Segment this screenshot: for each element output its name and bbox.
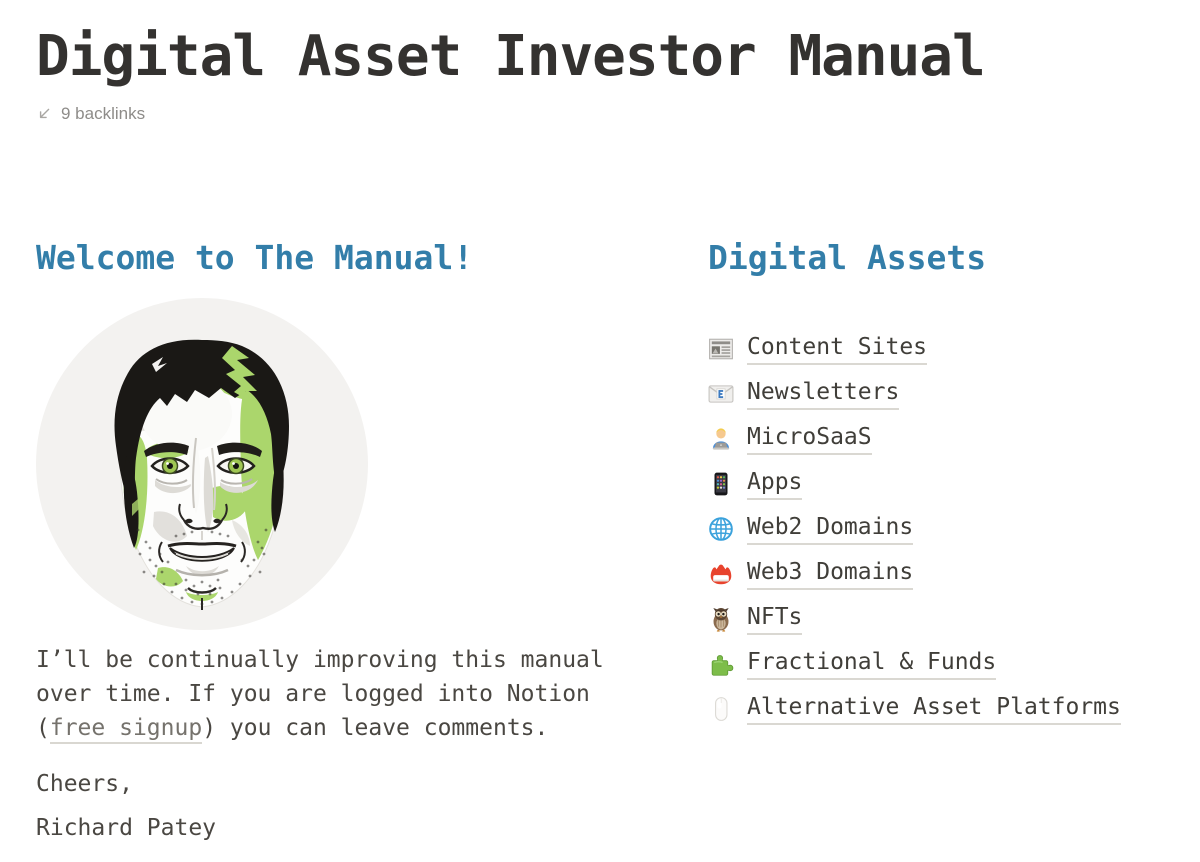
link-web2-domains[interactable]: Web2 Domains — [747, 513, 913, 545]
list-item — [708, 559, 1164, 589]
link-nfts[interactable]: NFTs — [747, 603, 802, 635]
globe-icon — [708, 516, 734, 542]
link-alternative-asset-platforms[interactable]: Alternative Asset Platforms — [747, 693, 1121, 725]
list-item — [708, 379, 1164, 409]
list-item — [708, 694, 1164, 724]
puzzle-icon — [708, 651, 734, 677]
signoff-author: Richard Patey — [36, 814, 217, 841]
intro-text-after: ) you can leave comments. — [202, 714, 549, 741]
email-icon — [708, 381, 734, 407]
link-microsaas[interactable]: MicroSaaS — [747, 423, 872, 455]
welcome-column — [36, 236, 636, 845]
signoff-cheers: Cheers, — [36, 770, 133, 797]
link-newsletters[interactable]: Newsletters — [747, 378, 899, 410]
link-content-sites[interactable]: Content Sites — [747, 333, 927, 365]
list-item — [708, 424, 1164, 454]
name-badge-icon — [708, 561, 734, 587]
digital-assets-list — [708, 334, 1164, 724]
backlink-arrow-icon — [36, 106, 52, 122]
mobile-phone-icon — [708, 471, 734, 497]
two-column-layout — [36, 236, 1164, 845]
newspaper-icon — [708, 336, 734, 362]
list-item — [708, 604, 1164, 634]
computer-mouse-icon — [708, 696, 734, 722]
intro-text-before: I’ll be continually improving this manual over time. If you are logged into Notion ( — [36, 646, 604, 741]
backlinks-label: 9 backlinks — [61, 103, 146, 123]
digital-assets-column — [708, 236, 1164, 845]
link-fractional-funds[interactable]: Fractional & Funds — [747, 648, 996, 680]
technologist-icon — [708, 426, 734, 452]
list-item — [708, 334, 1164, 364]
page-title: Digital Asset Investor Manual — [36, 24, 985, 89]
list-item — [708, 649, 1164, 679]
link-web3-domains[interactable]: Web3 Domains — [747, 558, 913, 590]
list-item — [708, 469, 1164, 499]
list-item — [708, 514, 1164, 544]
backlinks-button[interactable] — [36, 104, 145, 124]
welcome-heading: Welcome to The Manual! — [36, 237, 474, 277]
intro-paragraph — [36, 643, 620, 745]
owl-icon — [708, 606, 734, 632]
portrait-illustration — [36, 298, 368, 630]
free-signup-link[interactable]: free signup — [50, 715, 202, 744]
link-apps[interactable]: Apps — [747, 468, 802, 500]
digital-assets-heading: Digital Assets — [708, 237, 987, 277]
author-portrait — [36, 298, 368, 630]
